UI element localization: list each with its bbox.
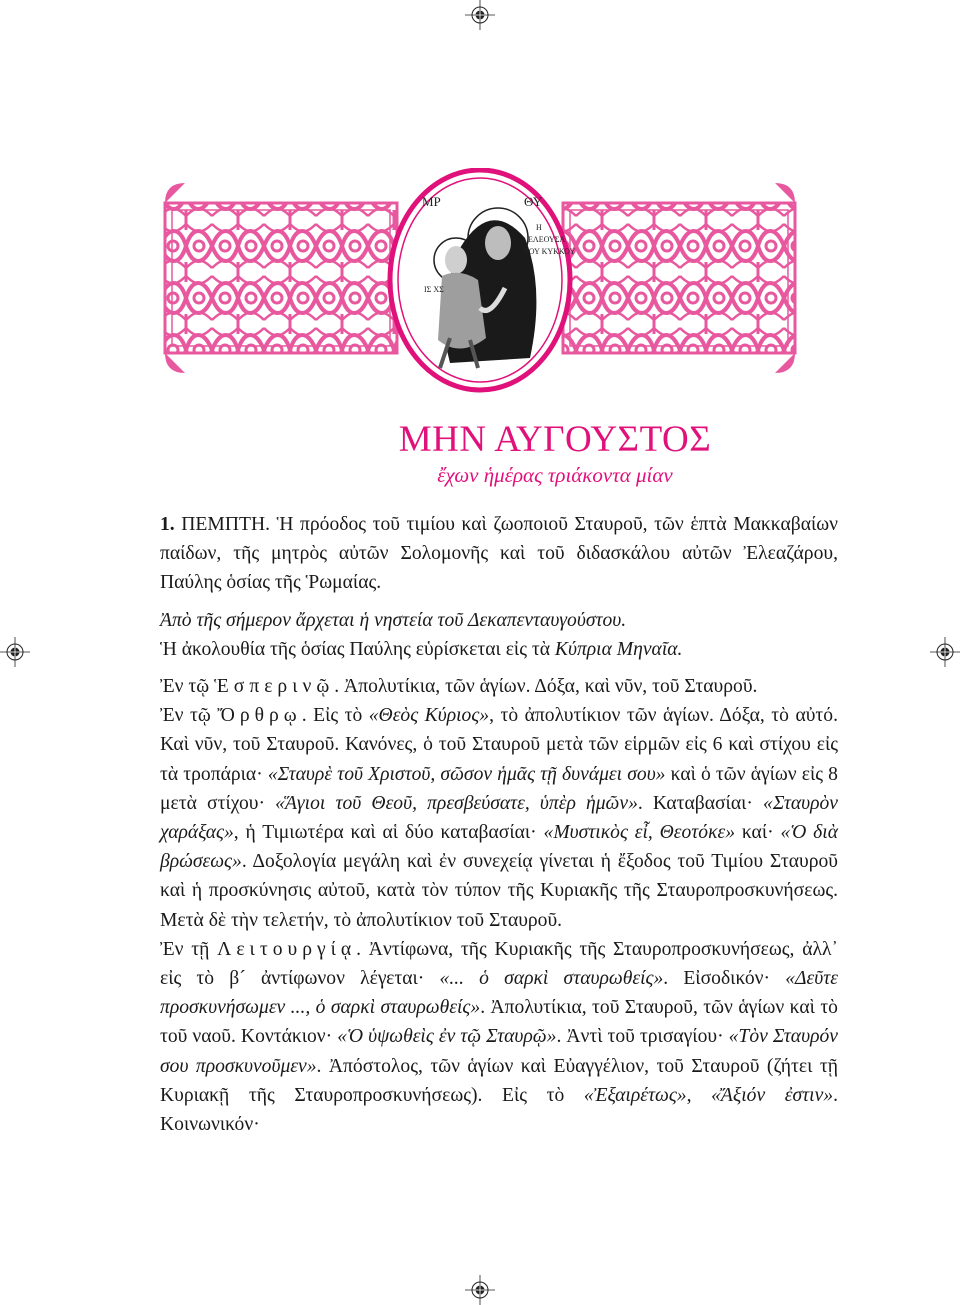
registration-mark-icon (465, 0, 495, 30)
liturgy-quote: «Δεῦτε προσκυνήσωμεν ..., ὁ σαρκὶ σταυρωθείς» (160, 968, 838, 1019)
akolouthia-book: Κύπρια Μηναῖα. (554, 638, 683, 660)
liturgy-text: . Κοινωνικόν· (160, 1084, 839, 1136)
icon-child-label: ΙΣ ΧΣ (424, 285, 444, 294)
icon-inscription-3: ΤΟΥ ΚΥΚΚΟΥ (524, 247, 576, 256)
paragraph-fast-note (160, 606, 838, 664)
orthros-quote: «Ὁ διὰ βρώσεως» (160, 822, 838, 873)
orthros-text: καί· (735, 822, 781, 844)
orthros-quote: «Μυστικὸς εἶ, Θεοτόκε» (543, 822, 736, 844)
orthros-quote: «Θεὸς Κύριος» (368, 705, 490, 727)
orthros-quote: «Ἅγιοι τοῦ Θεοῦ, πρεσβεύσατε, ὑπὲρ ἡμῶν» (275, 792, 638, 814)
paragraph-orthros (160, 701, 838, 935)
vespers-heading: Ἑσπερινῷ (214, 676, 335, 698)
registration-mark-icon (930, 637, 960, 667)
body-text (160, 510, 838, 1139)
liturgy-text: . Ἀπόστολος, τῶν ἁγίων καὶ Εὐαγγέλιον, τοῦ Σταυροῦ (ζήτει τῇ Κυριακῇ τῆς Σταυροπροσκυνήσεως). Εἰς τὸ (160, 1055, 838, 1106)
month-heading (160, 418, 800, 488)
orthros-text: καὶ ὁ τῶν ἁγίων εἰς 8 μετὰ στίχου· (160, 763, 838, 814)
liturgy-text: . Ἀντίφωνα, τῆς Κυριακῆς τῆς Σταυροπροσκυνήσεως, ἀλλ᾽ εἰς τὸ β´ ἀντίφωνον λέγεται· (160, 938, 838, 990)
orthros-text: . Εἰς τὸ (301, 705, 369, 727)
icon-label-theou: ΘΥ (524, 194, 543, 209)
icon-inscription-2: ΕΛΕΟΥΣΑ (528, 235, 566, 244)
page-title: ΜΗΝ ΑΥΓΟΥΣΤΟΣ (398, 419, 712, 460)
day-commemoration: ΠΕΜΠΤΗ. Ἡ πρόοδος τοῦ τιμίου καὶ ζωοποιοῦ Σταυροῦ, τῶν ἑπτὰ Μακκαβαίων παίδων, τῆς μητρὸς αὐτῶν Σολομονῆς καὶ τοῦ διδασκάλου αὐτῶν Ἐλεαζάρου, Παύλης ὁσίας τῆς Ῥωμαίας. (160, 514, 838, 594)
vespers-prefix: Ἐν τῷ (160, 676, 215, 698)
icon-medallion (390, 170, 570, 390)
day-number: 1. (160, 514, 175, 535)
liturgy-prefix: Ἐν τῇ (160, 938, 218, 960)
page-subtitle: ἔχων ἡμέρας τριάκοντα μίαν (437, 463, 673, 487)
liturgy-text: . Ἀπολυτίκια, τοῦ Σταυροῦ, τῶν ἁγίων καὶ τὸ τοῦ ναοῦ. Κοντάκιον· (160, 997, 838, 1048)
paragraph-day-1 (160, 510, 838, 598)
liturgy-quote: «Τὸν Σταυρόν σου προσκυνοῦμεν» (160, 1026, 838, 1077)
icon-label-mp: ΜΡ (422, 194, 441, 209)
ornament-band-right (563, 183, 795, 373)
ornament-band-left (165, 183, 397, 373)
liturgy-quote: «... ὁ σαρκὶ σταυρωθείς» (439, 968, 664, 990)
icon-inscription-1: Η (536, 223, 542, 232)
registration-mark-icon (0, 637, 30, 667)
orthros-quote: «Σταυρὸν χαράξας» (160, 792, 839, 844)
liturgy-quote: «Ὁ ὑψωθεὶς ἐν τῷ Σταυρῷ» (337, 1026, 557, 1048)
paragraph-liturgy (160, 935, 838, 1139)
fast-note-text: Ἀπὸ τῆς σήμερον ἄρχεται ἡ νηστεία τοῦ Δεκαπενταυγούστου. (160, 609, 627, 631)
liturgy-text: . Ἀντὶ τοῦ τρισαγίου· (556, 1026, 729, 1048)
orthros-quote: «Σταυρὲ τοῦ Χριστοῦ, σῶσον ἡμᾶς τῇ δυνάμει σου» (267, 763, 666, 785)
liturgy-heading: Λειτουργίᾳ (217, 938, 357, 960)
liturgy-quote: «Ἐξαιρέτως» (583, 1084, 687, 1106)
liturgy-text: , (686, 1084, 712, 1106)
orthros-text: . Δοξολογία μεγάλη καὶ ἐν συνεχείᾳ γίνεται ἡ ἔξοδος τοῦ Τιμίου Σταυροῦ καὶ ἡ προσκύνησις αὐτοῦ, κατὰ τὸν τύπον τῆς Κυριακῆς τῆς Σταυροπροσκυνήσεως. Μετὰ δὲ τὴν τελετήν, τὸ ἀπολυτίκιον τοῦ Σταυροῦ. (160, 851, 838, 931)
header-ornament (160, 168, 800, 393)
orthros-heading: Ὄρθρῳ (217, 705, 302, 727)
liturgy-quote: «Ἄξιόν ἐστιν» (711, 1084, 834, 1106)
akolouthia-note: Ἡ ἀκολουθία τῆς ὁσίας Παύλης εὑρίσκεται εἰς τὰ (160, 638, 555, 660)
vespers-text: . Ἀπολυτίκια, τῶν ἁγίων. Δόξα, καὶ νῦν, τοῦ Σταυροῦ. (334, 676, 758, 698)
registration-mark-icon (465, 1275, 495, 1305)
orthros-text: , τὸ ἀπολυτίκιον τῶν ἁγίων. Δόξα, τὸ αὐτό. Καὶ νῦν, τοῦ Σταυροῦ. Κανόνες, ὁ τοῦ Σταυροῦ μετὰ τῶν εἱρμῶν εἰς 6 καὶ στίχου εἰς τὰ τροπάρια· (160, 705, 838, 785)
liturgy-text: . Εἰσοδικόν· (663, 968, 786, 990)
orthros-text: , ἡ Τιμιωτέρα καὶ αἱ δύο καταβασίαι· (233, 822, 544, 844)
orthros-text: . Καταβασίαι· (637, 792, 764, 814)
orthros-prefix: Ἐν τῷ (160, 705, 218, 727)
paragraph-vespers (160, 672, 838, 701)
